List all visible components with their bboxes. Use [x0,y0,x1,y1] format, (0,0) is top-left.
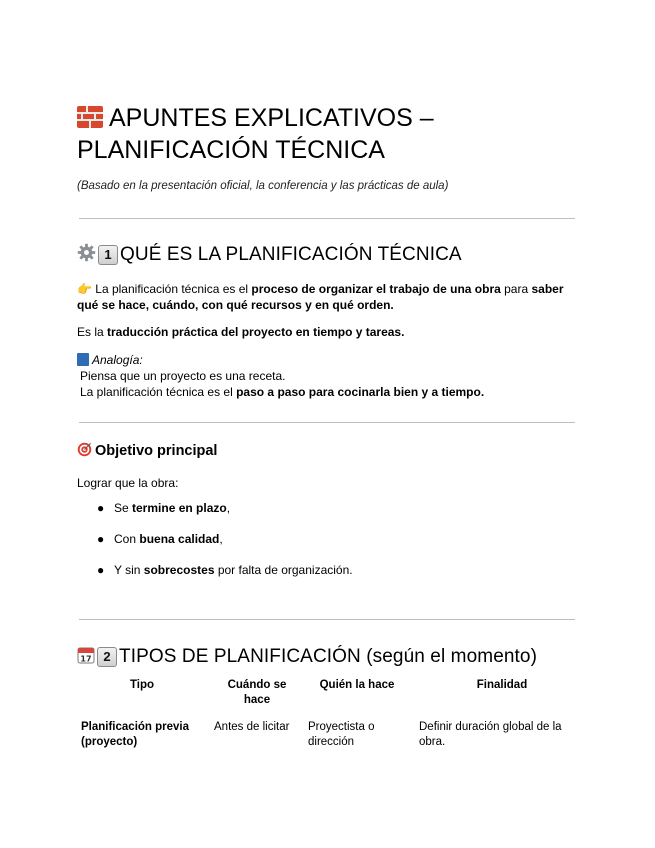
table-cell: Antes de licitar [214,721,290,733]
table-header-cell: Finalidad [476,679,528,691]
table-header-cell: Quién la hace [319,679,395,691]
table-header-cell: Cuándo se hace [227,679,287,706]
svg-text:17: 17 [80,654,92,664]
keycap-number-1: 1 [98,245,118,265]
keycap-number-2: 2 [97,647,117,667]
section-1-heading-text: QUÉ ES LA PLANIFICACIÓN TÉCNICA [120,244,462,265]
analogy-line-1: Piensa que un proyecto es una receta. [80,369,286,383]
page-title-text: APUNTES EXPLICATIVOS – PLANIFICACIÓN TÉCNICA [77,104,434,164]
section-2-heading-text: TIPOS DE PLANIFICACIÓN (según el momento) [119,646,537,667]
objective-list [77,500,353,593]
divider [79,422,575,423]
analogy-line-2: La planificación técnica es el paso a paso para cocinarla bien y a tiempo. [80,385,485,399]
table-cell: Planificación previa (proyecto) [81,721,190,748]
table-cell: Proyectista o dirección [308,721,375,748]
section-1-heading [77,243,462,267]
gear-icon [77,243,96,262]
table-header [77,678,577,712]
analogy-block [77,352,484,400]
page-title [77,102,557,166]
list-item: ● Se termine en plazo, [97,501,231,515]
objective-heading [77,442,217,460]
list-item: ● Con buena calidad, [97,532,223,546]
target-icon [77,442,92,457]
section-2-heading [77,645,537,669]
brick-icon [77,106,103,128]
blue-book-icon [77,353,89,366]
divider [79,218,575,219]
table-header-cell: Tipo [129,679,155,691]
intro-paragraph: 👉 La planificación técnica es el proceso de organizar el trabajo de una obra para saber qué se hace, cuándo, con qué recursos y en qué orden. [77,282,564,312]
calendar-icon [77,646,95,664]
table-row [77,720,577,754]
list-item: ● Y sin sobrecostes por falta de organización. [97,563,353,577]
definition-paragraph: Es la traducción práctica del proyecto en tiempo y tareas. [77,325,405,339]
divider [79,619,575,620]
analogy-label-line [77,352,484,368]
pointing-hand-icon: 👉 [77,282,92,296]
table-cell: Definir duración global de la obra. [419,721,562,748]
page-subtitle: (Basado en la presentación oficial, la conferencia y las prácticas de aula) [77,180,449,192]
objective-lead: Lograr que la obra: [77,476,179,490]
objective-heading-text: Objetivo principal [95,443,218,459]
analogy-label: Analogía: [92,353,143,367]
